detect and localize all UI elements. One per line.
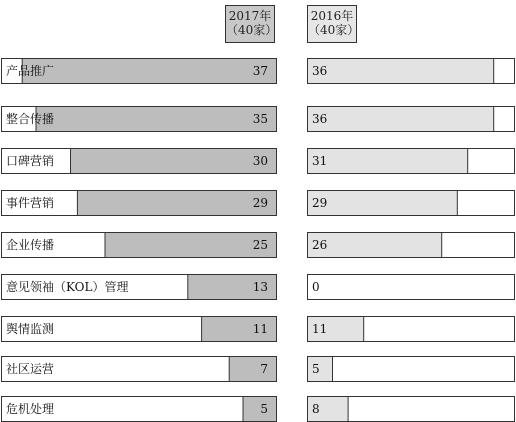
value-label-2016: 11: [312, 322, 328, 336]
bar-2017-0: [22, 59, 276, 84]
bar-2017-4: [105, 233, 277, 258]
category-label: 舆情监测: [6, 322, 55, 336]
category-label: 整合传播: [6, 112, 55, 126]
value-label-2017: 13: [252, 280, 268, 294]
value-label-2016: 8: [312, 402, 320, 416]
value-label-2017: 30: [252, 154, 268, 168]
bar-2016-3: [308, 191, 458, 216]
header-2016-count: （40家）: [308, 23, 360, 37]
category-label: 口碑营销: [6, 154, 55, 168]
value-label-2017: 37: [252, 64, 268, 78]
bar-2016-0: [308, 59, 494, 84]
header-2017-count: （40家）: [226, 23, 278, 37]
bar-2017-7: [229, 357, 276, 382]
value-label-2016: 36: [312, 112, 328, 126]
value-label-2016: 31: [312, 154, 328, 168]
header-2016-year: 2016年: [310, 9, 354, 23]
bar-2017-1: [36, 107, 277, 132]
value-label-2017: 7: [260, 362, 268, 376]
category-label: 产品推广: [6, 64, 55, 78]
value-label-2016: 26: [312, 238, 328, 252]
value-label-2017: 29: [252, 196, 268, 210]
bar-2017-3: [77, 191, 276, 216]
value-label-2017: 5: [260, 402, 268, 416]
category-label: 事件营销: [6, 196, 55, 210]
category-label: 意见领袖（KOL）管理: [6, 280, 129, 294]
track-2016-7: [308, 357, 515, 382]
header-2017-year: 2017年: [228, 9, 272, 23]
value-label-2016: 29: [312, 196, 328, 210]
category-label: 社区运营: [6, 362, 55, 376]
category-label: 危机处理: [6, 402, 55, 416]
bar-2016-2: [308, 149, 468, 174]
value-label-2016: 5: [312, 362, 320, 376]
bar-2016-4: [308, 233, 442, 258]
value-label-2017: 25: [252, 238, 268, 252]
value-label-2016: 36: [312, 64, 328, 78]
bar-2017-2: [71, 149, 277, 174]
value-label-2017: 35: [252, 112, 268, 126]
category-label: 企业传播: [6, 238, 55, 252]
value-label-2016: 0: [312, 280, 320, 294]
bar-2016-1: [308, 107, 494, 132]
value-label-2017: 11: [252, 322, 268, 336]
track-2016-5: [308, 275, 515, 300]
